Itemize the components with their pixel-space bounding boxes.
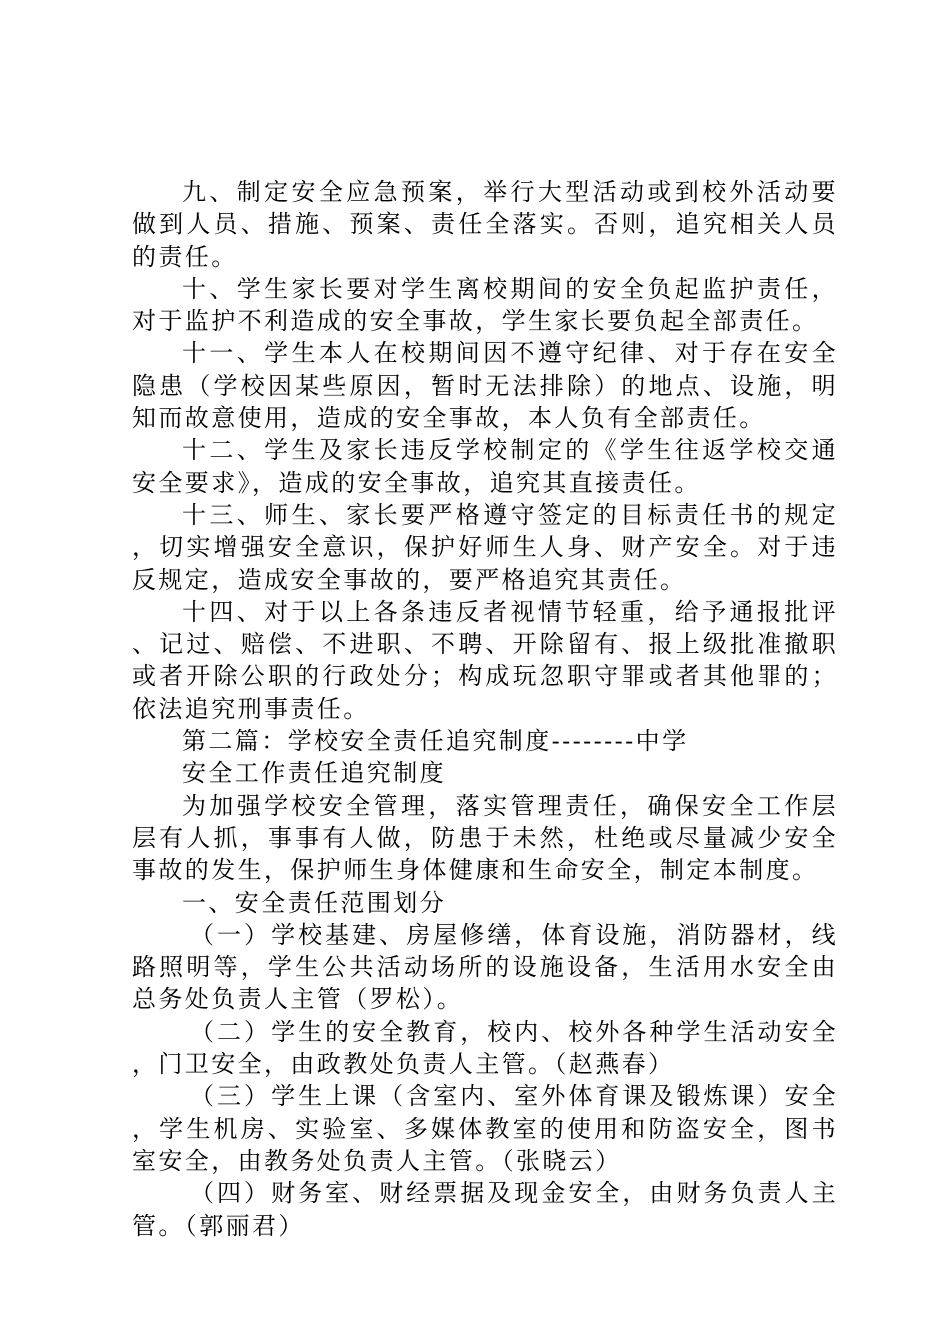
- paragraph-item-10: 十、学生家长要对学生离校期间的安全负起监护责任，对于监护不利造成的安全事故，学生家长要负起全部责任。: [132, 274, 838, 336]
- section-subtitle: 安全工作责任追究制度: [182, 759, 446, 788]
- intro-paragraph: 为加强学校安全管理，落实管理责任，确保安全工作层层有人抓，事事有人做，防患于未然，杜绝或尽量减少安全事故的发生，保护师生身体健康和生命安全，制定本制度。: [132, 791, 838, 885]
- paragraph-item-12: 十二、学生及家长违反学校制定的《学生往返学校交通安全要求》，造成的安全事故，追究其直接责任。: [132, 436, 838, 497]
- responsibility-item-1: （一）学校基建、房屋修缮，体育设施，消防器材，线路照明等，学生公共活动场所的设施设备，生活用水安全由总务处负责人主管（罗松）。: [132, 920, 838, 1014]
- document-body: [132, 176, 838, 1242]
- section-heading: 第二篇：学校安全责任追究制度--------中学: [182, 727, 689, 756]
- paragraph-item-11: 十一、学生本人在校期间因不遵守纪律、对于存在安全隐患（学校因某些原因，暂时无法排除）的地点、设施，明知而故意使用，造成的安全事故，本人负有全部责任。: [132, 339, 838, 433]
- responsibility-item-2: （二）学生的安全教育，校内、校外各种学生活动安全，门卫安全，由政教处负责人主管。（赵燕春）: [132, 1017, 838, 1079]
- paragraph-item-13: 十三、师生、家长要严格遵守签定的目标责任书的规定，切实增强安全意识，保护好师生人身、财产安全。对于违反规定，造成安全事故的，要严格追究其责任。: [132, 500, 838, 594]
- paragraph-item-9: 九、制定安全应急预案，举行大型活动或到校外活动要做到人员、措施、预案、责任全落实。否则，追究相关人员的责任。: [132, 178, 838, 271]
- responsibility-item-4: （四）财务室、财经票据及现金安全，由财务负责人主管。（郭丽君）: [132, 1179, 838, 1240]
- subsection-heading: 一、安全责任范围划分: [182, 888, 446, 917]
- paragraph-item-14: 十四、对于以上各条违反者视情节轻重，给予通报批评、记过、赔偿、不进职、不聘、开除留有、报上级批准撤职或者开除公职的行政处分；构成玩忽职守罪或者其他罪的；依法追究刑事责任。: [132, 597, 838, 723]
- responsibility-item-3: （三）学生上课（含室内、室外体育课及锻炼课）安全，学生机房、实验室、多媒体教室的使用和防盗安全，图书室安全，由教务处负责人主管。（张晓云）: [132, 1082, 838, 1175]
